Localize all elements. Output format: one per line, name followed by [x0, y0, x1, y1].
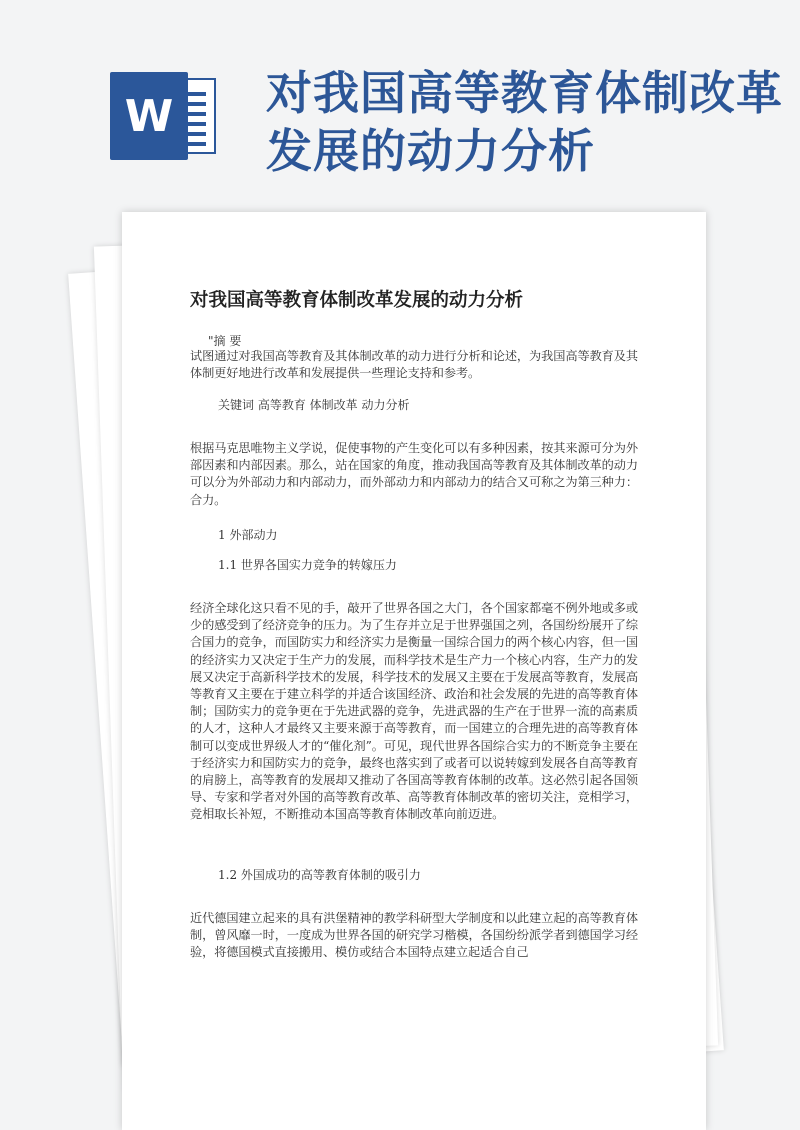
paragraph-1-2: 近代德国建立起来的具有洪堡精神的教学科研型大学制度和以此建立起的高等教育体制，曾风靡一时，一度成为世界各国的研究学习楷模，各国纷纷派学者到德国学习经验，将德国模式直接搬用、模仿或结合本国特点建立起适合自己: [190, 911, 638, 960]
paragraph-1-1: 经济全球化这只看不见的手，敲开了世界各国之大门，各个国家都毫不例外地或多或少的感受到了经济竞争的压力。为了生存并立足于世界强国之列，各国纷纷展开了综合国力的竞争，而国防实力和经济实力是衡量一国综合国力的两个核心内容，但一国的经济实力又决定于生产力的发展，而科学技术是生产力一个核心内容，生产力的发展又决定于高新科学技术的发展，科学技术的发展又主要在于发展高等教育，发展高等教育又主要在于建立科学的并适合该国经济、政治和社会发展的先进的高等教育体制；国防实力的竞争更在于先进武器的竞争，先进武器的生产在于世界一流的高素质的人才，这种人才最终又主要来源于高等教育，而一国建立的合理先进的高等教育体制可以变成世界级人才的“催化剂”。可见，现代世界各国综合实力的不断竞争主要在于经济实力和国防实力的竞争，最终也落实到了或者可以说转嫁到发展各自高等教育的肩膀上，高等教育的发展却又推动了各国高等教育体制的改革。这必然引起各国领导、专家和学者对外国的高等教育改革、高等教育体制改革的密切关注，竞相学习，竞相取长补短，不断推动本国高等教育体制改革向前迈进。: [190, 601, 638, 822]
banner: [0, 0, 800, 200]
section-heading-1-1: 1.1 世界各国实力竞争的转嫁压力: [218, 558, 397, 572]
intro-paragraph: 根据马克思唯物主义学说，促使事物的产生变化可以有多种因素，按其来源可分为外部因素和内部因素。那么，站在国家的角度，推动我国高等教育及其体制改革的动力可以分为外部动力和内部动力，而外部动力和内部动力的结合又可称之为第三种力：合力。: [190, 441, 638, 507]
document-page: [122, 212, 706, 1130]
section-heading-1: 1 外部动力: [218, 528, 278, 542]
document-title: 对我国高等教育体制改革发展的动力分析: [190, 290, 524, 311]
section-heading-1-2: 1.2 外国成功的高等教育体制的吸引力: [218, 868, 421, 882]
keywords: 关键词 高等教育 体制改革 动力分析: [218, 398, 410, 412]
abstract-label: "摘 要: [208, 334, 242, 348]
banner-title: 对我国高等教育体制改革发展的动力分析: [266, 66, 783, 178]
word-document-icon: [110, 72, 220, 160]
word-logo-tile: W: [110, 72, 188, 160]
abstract-text: 试图通过对我国高等教育及其体制改革的动力进行分析和论述，为我国高等教育及其体制更好地进行改革和发展提供一些理论支持和参考。: [190, 349, 638, 381]
